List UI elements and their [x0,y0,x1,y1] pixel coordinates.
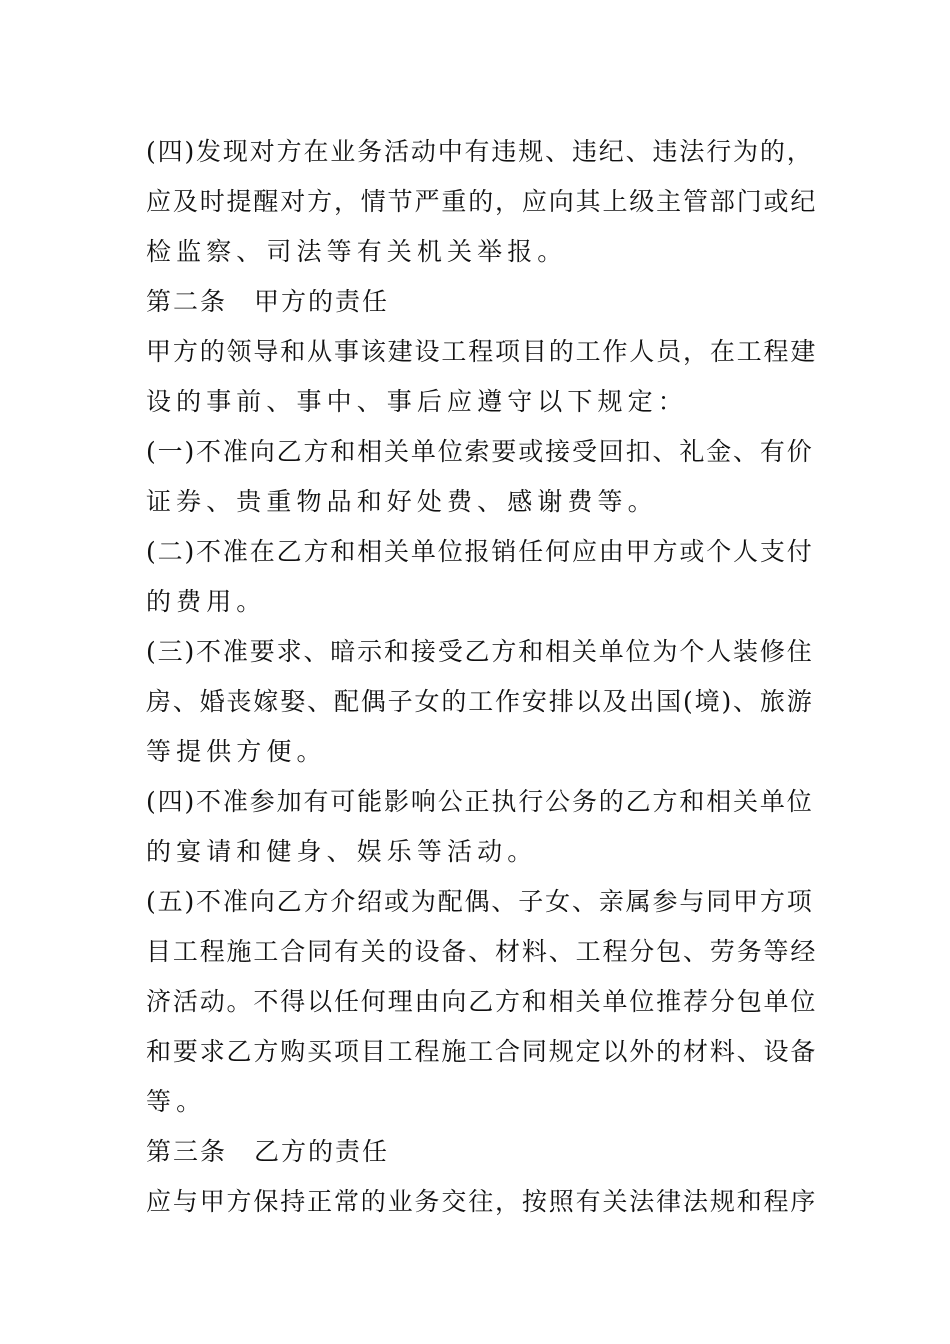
text-line: (一)不准向乙方和相关单位索要或接受回扣、礼金、有价 [146,437,814,466]
text-line: 设的事前、事中、事后应遵守以下规定： [146,387,688,416]
text-line: 济活动。不得以任何理由向乙方和相关单位推荐分包单位 [146,987,818,1016]
text-line: 房、婚丧嫁娶、配偶子女的工作安排以及出国(境)、旅游 [146,687,814,716]
text-line: 的宴请和健身、娱乐等活动。 [146,837,538,866]
text-line: 证券、贵重物品和好处费、感谢费等。 [146,487,658,516]
text-line: 和要求乙方购买项目工程施工合同规定以外的材料、设备 [146,1037,818,1066]
text-line: 应及时提醒对方，情节严重的，应向其上级主管部门或纪 [146,187,818,216]
text-line: (五)不准向乙方介绍或为配偶、子女、亲属参与同甲方项 [146,887,814,916]
text-line: (三)不准要求、暗示和接受乙方和相关单位为个人装修住 [146,637,814,666]
text-line: 目工程施工合同有关的设备、材料、工程分包、劳务等经 [146,937,818,966]
text-line: 检监察、司法等有关机关举报。 [146,237,568,266]
text-line: 甲方的领导和从事该建设工程项目的工作人员，在工程建 [146,337,818,366]
text-line: (二)不准在乙方和相关单位报销任何应由甲方或个人支付 [146,537,814,566]
text-line: (四)不准参加有可能影响公正执行公务的乙方和相关单位 [146,787,814,816]
text-line: 等提供方便。 [146,737,327,766]
text-line: (四)发现对方在业务活动中有违规、违纪、违法行为的， [146,137,814,166]
text-line: 应与甲方保持正常的业务交往，按照有关法律法规和程序 [146,1187,818,1216]
text-line: 的费用。 [146,587,267,616]
text-line: 等。 [146,1087,207,1116]
section-heading: 第二条 甲方的责任 [146,287,390,316]
section-heading: 第三条 乙方的责任 [146,1137,390,1166]
